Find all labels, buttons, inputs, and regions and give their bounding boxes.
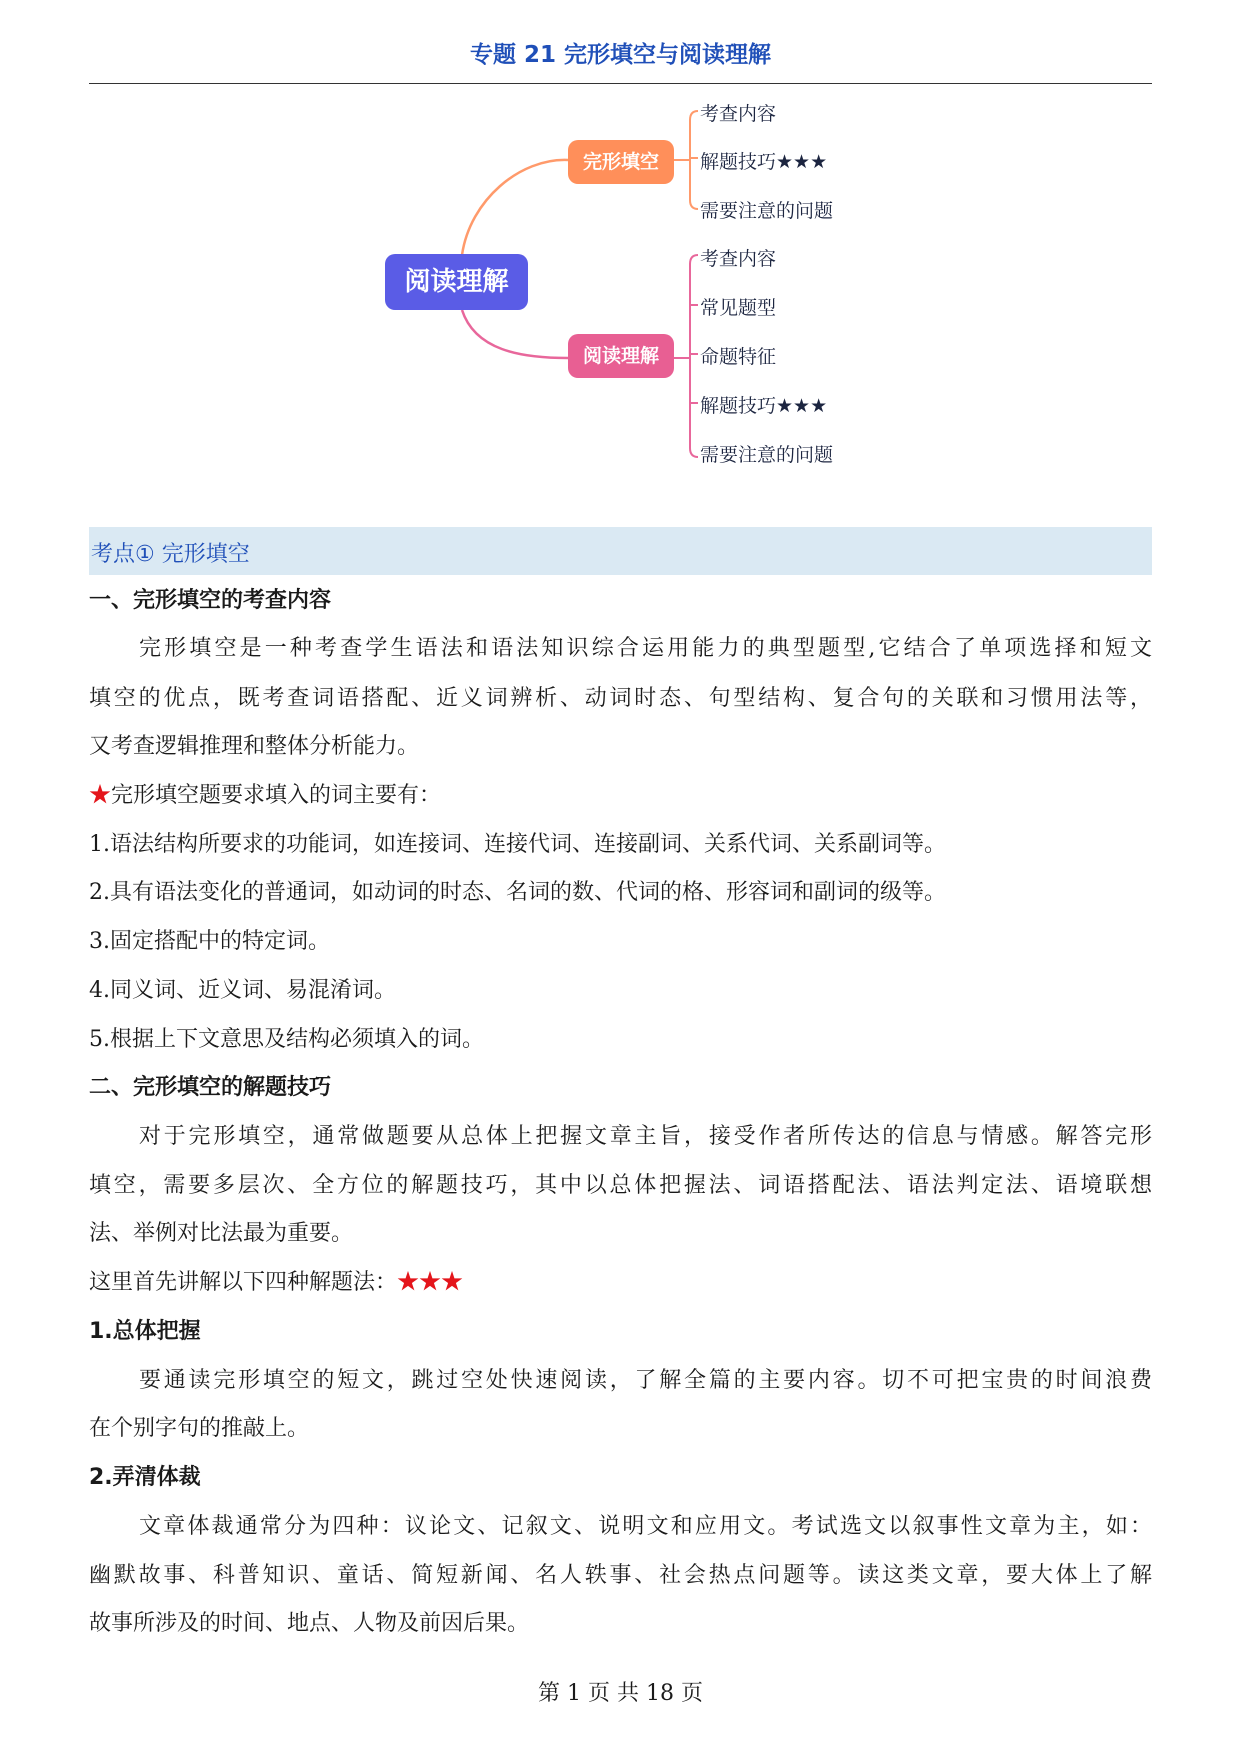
page-number: 第 1 页 共 18 页: [538, 1681, 703, 1706]
list-item: 4.同义词、近义词、易混淆词。: [89, 978, 396, 1003]
paragraph-line: 法、举例对比法最为重要。: [89, 1221, 354, 1246]
branch2-item: 命题特征: [700, 346, 777, 368]
mind-map-root: 阅读理解: [385, 254, 528, 310]
branch2-item: 常见题型: [700, 297, 777, 319]
stars-icon: ★★★: [397, 1270, 464, 1295]
section-title: 考点① 完形填空: [91, 542, 250, 567]
list-item: 2.具有语法变化的普通词，如动词的时态、名词的数、代词的格、形容词和副词的级等。: [89, 880, 946, 905]
heading-2: 二、完形填空的解题技巧: [89, 1075, 332, 1100]
intro-text: 这里首先讲解以下四种解题法：: [89, 1270, 398, 1295]
header-divider: [89, 83, 1152, 84]
note-line: [89, 781, 441, 811]
root-to-branch1-connector: [462, 160, 568, 255]
paragraph-line: 要通读完形填空的短文，跳过空处快速阅读，了解全篇的主要内容。切不可把宝贵的时间浪费: [139, 1368, 1152, 1393]
paragraph-line: 填空的优点，既考查词语搭配、近义词辨析、动词时态、句型结构、复合句的关联和习惯用法等，: [89, 686, 1152, 711]
paragraph-line: 对于完形填空，通常做题要从总体上把握文章主旨，接受作者所传达的信息与情感。解答完形: [139, 1124, 1152, 1149]
branch1-item: 考查内容: [700, 103, 777, 125]
paragraph-line: 填空，需要多层次、全方位的解题技巧，其中以总体把握法、词语搭配法、语法判定法、语境联想: [89, 1173, 1152, 1198]
paragraph-line: 又考查逻辑推理和整体分析能力。: [89, 734, 420, 759]
list-item: 5.根据上下文意思及结构必须填入的词。: [89, 1027, 484, 1052]
branch2-bracket: [690, 255, 698, 457]
root-to-branch2-connector: [462, 310, 568, 358]
paragraph-line: 幽默故事、科普知识、童话、简短新闻、名人轶事、社会热点问题等。读这类文章，要大体上了解: [89, 1563, 1152, 1588]
method-2-title: 2.弄清体裁: [89, 1465, 201, 1490]
mind-map-branch-cloze: 完形填空: [568, 140, 674, 184]
heading-1: 一、完形填空的考查内容: [89, 588, 332, 613]
branch1-item: 解题技巧★★★: [700, 151, 828, 173]
section-banner: [89, 527, 1152, 575]
branch1-bracket: [690, 111, 698, 209]
branch2-item: 考查内容: [700, 248, 777, 270]
mind-map-branch-reading: 阅读理解: [568, 334, 674, 378]
method-1-title: 1.总体把握: [89, 1319, 201, 1344]
paragraph-line: 文章体裁通常分为四种：议论文、记叙文、说明文和应用文。考试选文以叙事性文章为主，如：: [139, 1514, 1152, 1539]
star-icon: ★: [89, 783, 112, 808]
list-item: 3.固定搭配中的特定词。: [89, 929, 330, 954]
document-title: 专题 21 完形填空与阅读理解: [469, 42, 772, 68]
intro-line: [89, 1268, 463, 1298]
note-text: 完形填空题要求填入的词主要有：: [111, 783, 442, 808]
branch2-item: 解题技巧★★★: [700, 395, 828, 417]
paragraph-line: 在个别字句的推敲上。: [89, 1416, 310, 1441]
branch1-item: 需要注意的问题: [700, 200, 834, 222]
paragraph-line: 完形填空是一种考查学生语法和语法知识综合运用能力的典型题型,它结合了单项选择和短文: [139, 636, 1152, 661]
paragraph-line: 故事所涉及的时间、地点、人物及前因后果。: [89, 1611, 530, 1636]
list-item: 1.语法结构所要求的功能词，如连接词、连接代词、连接副词、关系代词、关系副词等。: [89, 832, 946, 857]
branch2-item: 需要注意的问题: [700, 444, 834, 466]
